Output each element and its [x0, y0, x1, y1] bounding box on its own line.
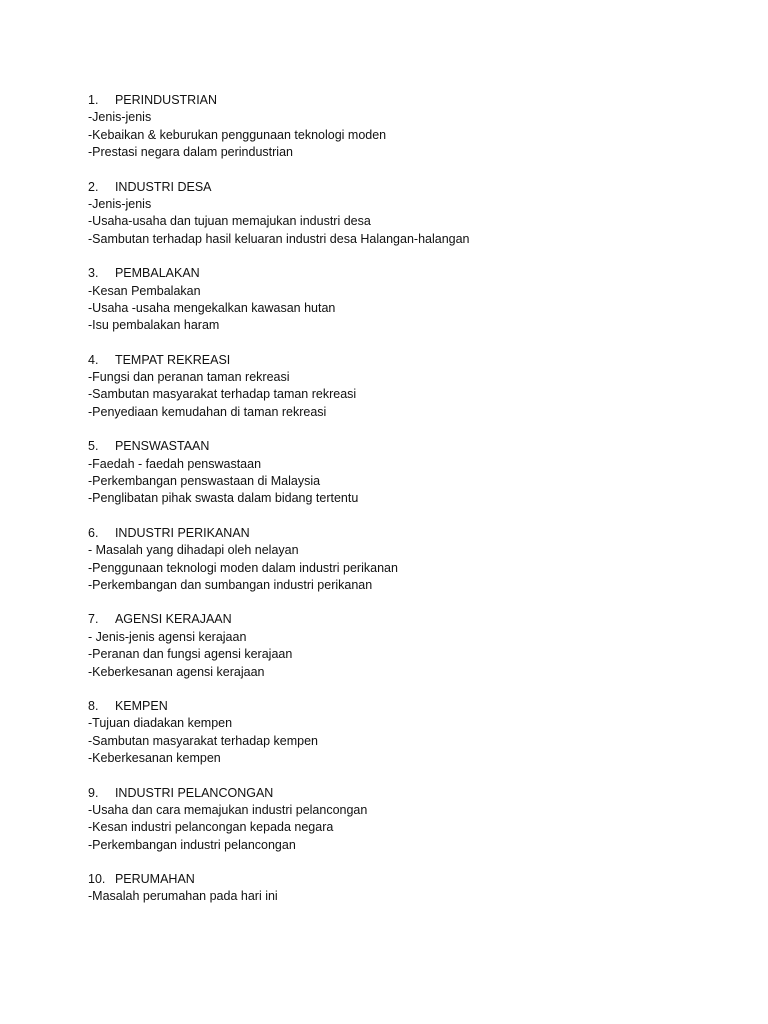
topic-subitem: -Masalah perumahan pada hari ini: [88, 889, 278, 904]
topic-subitem: -Perkembangan dan sumbangan industri perikanan: [88, 577, 373, 592]
topic-heading: [88, 611, 728, 628]
topic-subitem: -Kesan Pembalakan: [88, 283, 201, 298]
topic-number: 2.: [88, 179, 99, 194]
topic-subitem: -Kebaikan & keburukan penggunaan teknologi moden: [88, 127, 387, 142]
topic-subitem: -Fungsi dan peranan taman rekreasi: [88, 370, 290, 385]
topic-subitem: -Penggunaan teknologi moden dalam industri perikanan: [88, 560, 398, 575]
topic-subitem: -Usaha -usaha mengekalkan kawasan hutan: [88, 300, 336, 315]
topic-subitem: -Tujuan diadakan kempen: [88, 716, 233, 731]
topic-subitem: -Usaha dan cara memajukan industri pelancongan: [88, 802, 368, 817]
topic-number: 3.: [88, 266, 99, 281]
topic-title: PEMBALAKAN: [114, 266, 200, 281]
topic-subitem: -Jenis-jenis: [88, 110, 152, 125]
topic-title: PERUMAHAN: [114, 872, 195, 887]
topic-section: [88, 698, 728, 768]
topic-title: PENSWASTAAN: [114, 439, 210, 454]
topic-heading: [88, 525, 728, 542]
topic-subitem: -Kesan industri pelancongan kepada negara: [88, 820, 334, 835]
topic-subitem: -Penyediaan kemudahan di taman rekreasi: [88, 404, 327, 419]
topic-section: [88, 352, 728, 422]
topic-section: [88, 871, 728, 906]
topic-subitem: -Perkembangan industri pelancongan: [88, 837, 296, 852]
topic-subitem: -Sambutan masyarakat terhadap kempen: [88, 733, 318, 748]
topic-section: [88, 92, 728, 162]
topic-number: 5.: [88, 439, 99, 454]
topic-heading: [88, 265, 728, 282]
topic-title: KEMPEN: [114, 698, 168, 713]
topic-subitem: -Perkembangan penswastaan di Malaysia: [88, 474, 321, 489]
topic-title: INDUSTRI PERIKANAN: [114, 525, 250, 540]
topic-subitem: - Jenis-jenis agensi kerajaan: [88, 629, 247, 644]
topic-section: [88, 785, 728, 855]
topic-section: [88, 525, 728, 595]
topic-subitem: -Sambutan terhadap hasil keluaran industri desa Halangan-halangan: [88, 231, 470, 246]
topic-heading: [88, 438, 728, 455]
topic-title: INDUSTRI PELANCONGAN: [114, 785, 274, 800]
topic-subitem: -Peranan dan fungsi agensi kerajaan: [88, 647, 293, 662]
topic-subitem: -Isu pembalakan haram: [88, 318, 220, 333]
topic-heading: [88, 785, 728, 802]
topic-heading: [88, 871, 728, 888]
topic-number: 7.: [88, 612, 99, 627]
topic-section: [88, 265, 728, 335]
topic-title: TEMPAT REKREASI: [114, 352, 231, 367]
topic-section: [88, 611, 728, 681]
document-page: [88, 92, 728, 923]
topic-title: PERINDUSTRIAN: [114, 93, 218, 107]
topic-heading: [88, 179, 728, 196]
topic-number: 9.: [88, 785, 99, 800]
topic-number: 4.: [88, 352, 99, 367]
topic-title: INDUSTRI DESA: [114, 179, 212, 194]
topic-heading: [88, 352, 728, 369]
topic-number: 10.: [88, 872, 106, 887]
topic-subitem: -Penglibatan pihak swasta dalam bidang tertentu: [88, 491, 359, 506]
topic-subitem: -Keberkesanan kempen: [88, 751, 221, 766]
topic-number: 8.: [88, 698, 99, 713]
topic-number: 1.: [88, 93, 99, 107]
topic-subitem: -Keberkesanan agensi kerajaan: [88, 664, 265, 679]
topic-section: [88, 438, 728, 508]
topic-title: AGENSI KERAJAAN: [114, 612, 232, 627]
topic-subitem: -Faedah - faedah penswastaan: [88, 456, 262, 471]
topic-subitem: -Usaha-usaha dan tujuan memajukan industri desa: [88, 214, 371, 229]
topic-subitem: - Masalah yang dihadapi oleh nelayan: [88, 543, 299, 558]
topic-section: [88, 179, 728, 249]
topic-number: 6.: [88, 525, 99, 540]
topic-heading: [88, 698, 728, 715]
topic-subitem: -Prestasi negara dalam perindustrian: [88, 145, 293, 160]
topic-subitem: -Sambutan masyarakat terhadap taman rekreasi: [88, 387, 357, 402]
topic-heading: [88, 92, 728, 109]
topic-subitem: -Jenis-jenis: [88, 196, 152, 211]
